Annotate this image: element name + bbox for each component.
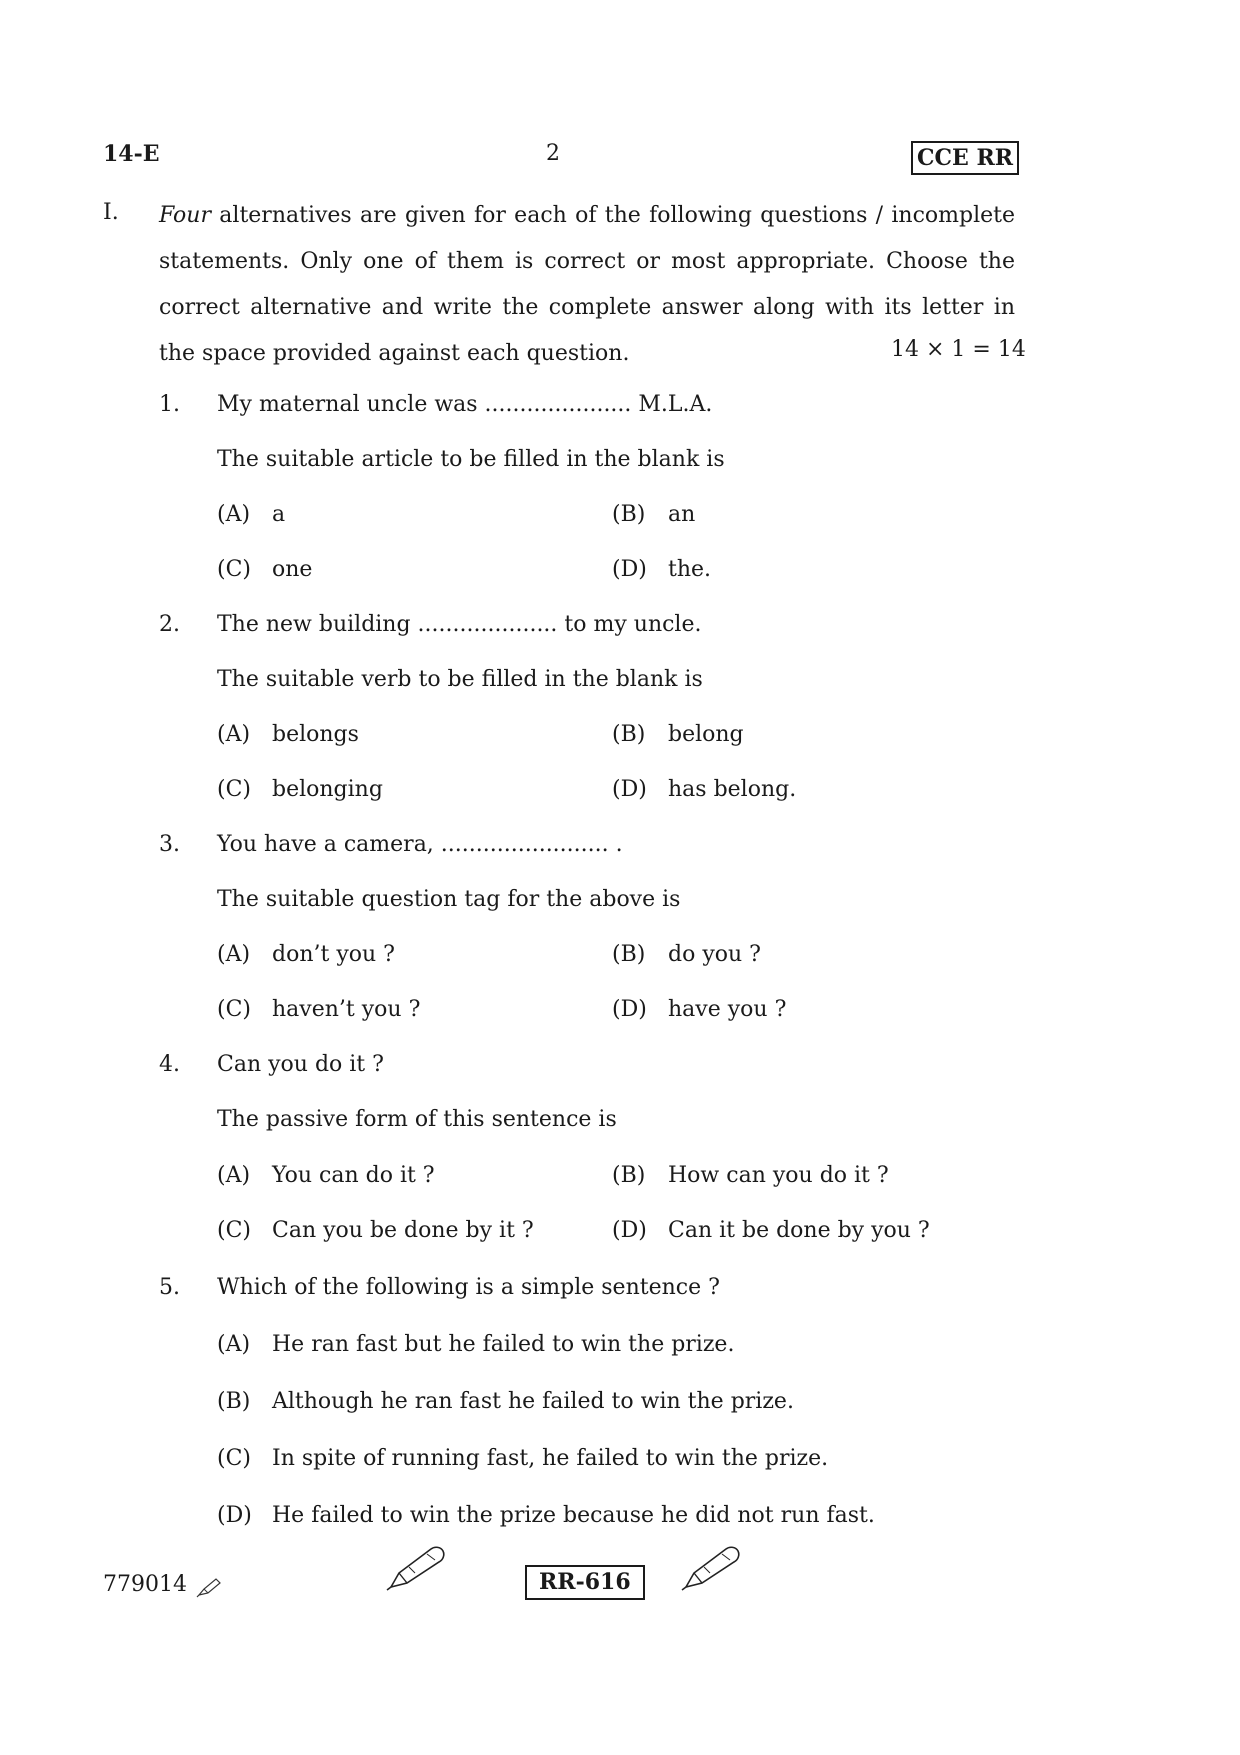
option-text: In spite of running fast, he failed to win the prize.: [272, 1446, 829, 1471]
option-text: How can you do it ?: [668, 1163, 889, 1188]
question-text: My maternal uncle was ..................... M.L.A.: [217, 392, 713, 417]
option-text: a: [272, 502, 286, 527]
question-number: 1.: [159, 392, 180, 417]
instruction-lead: Four: [159, 203, 211, 228]
option-text: He ran fast but he failed to win the prize.: [272, 1332, 735, 1357]
option-label: (C): [217, 777, 251, 802]
option-label: (A): [217, 1163, 251, 1188]
instruction-text: alternatives are given for each of the following questions / incomplete statements. Only one of them is correct or most appropriate. Choose the correct alternative and write the complete answer along with its letter in the space provided against each question.: [159, 203, 1015, 366]
option-label: (B): [612, 942, 646, 967]
option-label: (D): [612, 997, 647, 1022]
fountain-pen-icon: [385, 1543, 447, 1591]
option-text: do you ?: [668, 942, 761, 967]
option-label: (C): [217, 1218, 251, 1243]
option-label: (C): [217, 557, 251, 582]
option-text: the.: [668, 557, 712, 582]
option-text: belong: [668, 722, 744, 747]
page-number: 2: [546, 141, 560, 166]
option-text: Although he ran fast he failed to win the prize.: [272, 1389, 794, 1414]
option-text: You can do it ?: [272, 1163, 435, 1188]
question-text: The new building .................... to my uncle.: [217, 612, 702, 637]
option-text: an: [668, 502, 696, 527]
option-text: have you ?: [668, 997, 787, 1022]
footer-number: 779014: [103, 1572, 187, 1597]
option-label: (A): [217, 722, 251, 747]
question-subtext: The suitable question tag for the above is: [217, 887, 681, 912]
section-marks: 14 × 1 = 14: [891, 337, 1026, 362]
paper-code: 14-E: [103, 141, 160, 167]
option-label: (C): [217, 1446, 251, 1471]
option-text: don’t you ?: [272, 942, 395, 967]
fountain-pen-icon: [680, 1543, 742, 1591]
option-text: has belong.: [668, 777, 797, 802]
option-label: (B): [612, 722, 646, 747]
option-text: haven’t you ?: [272, 997, 421, 1022]
question-number: 5.: [159, 1275, 180, 1300]
question-subtext: The passive form of this sentence is: [217, 1107, 617, 1132]
section-number: I.: [103, 200, 119, 225]
question-text: You have a camera, ........................ .: [217, 832, 623, 857]
option-text: He failed to win the prize because he did not run fast.: [272, 1503, 875, 1528]
option-label: (D): [217, 1503, 252, 1528]
option-label: (A): [217, 1332, 251, 1357]
option-label: (D): [612, 557, 647, 582]
option-label: (B): [217, 1389, 251, 1414]
option-label: (B): [612, 1163, 646, 1188]
option-text: belongs: [272, 722, 359, 747]
option-label: (A): [217, 502, 251, 527]
option-text: Can you be done by it ?: [272, 1218, 534, 1243]
rr-code-label: RR-616: [525, 1565, 645, 1600]
option-text: one: [272, 557, 313, 582]
question-number: 2.: [159, 612, 180, 637]
option-text: Can it be done by you ?: [668, 1218, 930, 1243]
option-label: (D): [612, 777, 647, 802]
section-instruction: [159, 193, 1015, 377]
small-pen-icon: [196, 1576, 222, 1598]
option-label: (D): [612, 1218, 647, 1243]
question-number: 3.: [159, 832, 180, 857]
option-label: (A): [217, 942, 251, 967]
question-text: Can you do it ?: [217, 1052, 384, 1077]
question-subtext: The suitable article to be filled in the blank is: [217, 447, 725, 472]
question-text: Which of the following is a simple sentence ?: [217, 1275, 720, 1300]
question-subtext: The suitable verb to be filled in the blank is: [217, 667, 703, 692]
option-label: (C): [217, 997, 251, 1022]
option-text: belonging: [272, 777, 383, 802]
question-number: 4.: [159, 1052, 180, 1077]
option-label: (B): [612, 502, 646, 527]
cce-rr-label: CCE RR: [911, 141, 1019, 175]
